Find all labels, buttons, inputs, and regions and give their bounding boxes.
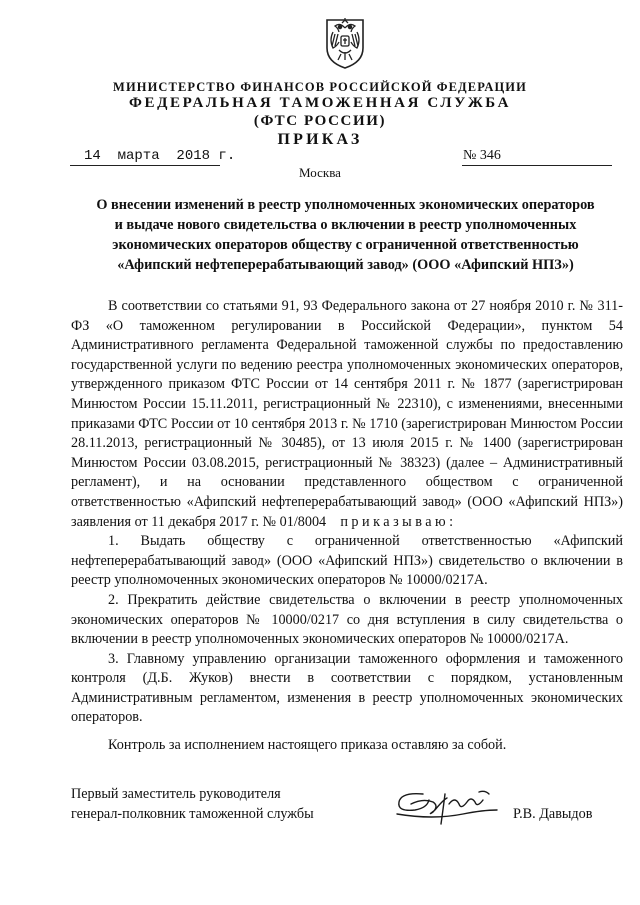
handwritten-signature	[393, 780, 513, 830]
signatory-position-line1: Первый заместитель руководителя	[71, 786, 281, 802]
service-abbreviation: (ФТС РОССИИ)	[253, 113, 387, 129]
signatory-position-line2: генерал-полковник таможенной службы	[71, 806, 314, 822]
issue-city: Москва	[299, 165, 341, 180]
order-number: № 346	[463, 148, 501, 163]
service-name: ФЕДЕРАЛЬНАЯ ТАМОЖЕННАЯ СЛУЖБА	[128, 95, 512, 111]
order-item-1: 1. Выдать обществу с ограниченной ответственностью «Афипский нефтеперерабатывающий завод» (ООО «Афипский НПЗ») свидетельство о включении в реестр уполномоченных экономических операторов № 10000/0217А.	[71, 533, 623, 589]
order-item-2: 2. Прекратить действие свидетельства о включении в реестр уполномоченных экономических операторов № 10000/0217 со дня вступления в силу свидетельства о включении в реестр уполномоченных экономических операторов № 10000/0217А.	[71, 591, 623, 648]
order-date: 14 марта 2018 г.	[84, 148, 236, 164]
order-title	[68, 195, 623, 275]
title-line: О внесении изменений в реестр уполномоченных экономических операторов	[96, 197, 595, 213]
order-body	[71, 297, 623, 728]
order-item-3: 3. Главному управлению организации таможенного оформления и таможенного контроля (Д.Б. Жуков) внести в соответствии с порядком, установленным Административным регламентом, изменения в реестр уполномоченных экономических операторов.	[71, 650, 623, 726]
title-line: экономических операторов обществу с ограниченной ответственностью	[112, 237, 579, 253]
document-type: ПРИКАЗ	[277, 131, 363, 148]
ministry-name: МИНИСТЕРСТВО ФИНАНСОВ РОССИЙСКОЙ ФЕДЕРАЦИИ	[113, 80, 527, 94]
title-line: «Афипский нефтеперерабатывающий завод» (ООО «Афипский НПЗ»)	[117, 257, 574, 273]
order-word: приказываю:	[340, 513, 457, 530]
title-line: и выдаче нового свидетельства о включении в реестр уполномоченных	[114, 217, 577, 233]
control-clause: Контроль за исполнением настоящего приказа оставляю за собой.	[108, 737, 507, 753]
preamble-paragraph	[71, 297, 623, 532]
signatory-name: Р.В. Давыдов	[513, 806, 593, 822]
coat-of-arms-icon	[321, 14, 369, 70]
preamble-text: В соответствии со статьями 91, 93 Федерального закона от 27 ноября 2010 г. № 311-ФЗ «О таможенном регулировании в Российской Федерации», пунктом 54 Административного регламента Федеральной таможенной службы по предоставлению государственной услуги по ведению реестра уполномоченных экономических операторов, утвержденного приказом ФТС России от 14 сентября 2011 г. № 1877 (зарегистрирован Минюстом России 15.11.2011, регистрационный № 22310), с изменениями, внесенными приказами ФТС России от 10 сентября 2013 г. № 1710 (зарегистрирован Минюстом России 28.11.2013, регистрационный № 30485), от 13 июля 2015 г. № 1400 (зарегистрирован Минюстом России 03.08.2015, регистрационный № 38323) (далее – Административный регламент), и на основании представленного обществом с ограниченной ответственностью «Афипский нефтеперерабатывающий завод» (ООО «Афипский НПЗ») заявления от 11 декабря 2017 г. № 01/8004	[71, 298, 623, 530]
